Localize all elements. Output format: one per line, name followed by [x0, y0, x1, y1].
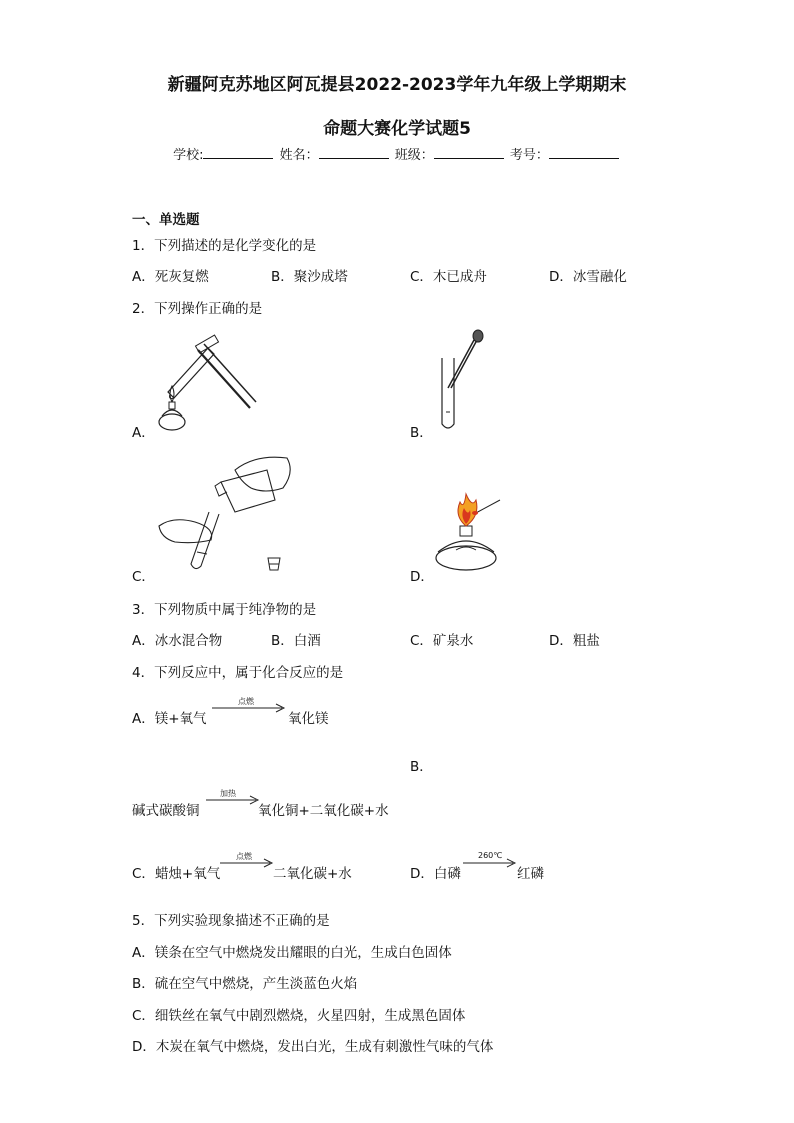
q4-a-right: 氧化镁: [288, 711, 329, 727]
q2-option-b-label[interactable]: B．: [410, 425, 433, 441]
q3-option-b[interactable]: B．白酒: [271, 633, 321, 649]
q1-option-c[interactable]: C．木已成舟: [410, 269, 487, 285]
q4-option-d[interactable]: [410, 862, 461, 882]
q4-b-arrow: [206, 796, 260, 806]
q4-c-condition: 点燃: [236, 852, 252, 861]
q4-c-arrow: [220, 859, 274, 869]
q2-b-dropper-figure: [430, 328, 490, 432]
exam-title-line1: 新疆阿克苏地区阿瓦提县2022-2023学年九年级上学期期末: [167, 75, 627, 95]
name-label: 姓名：: [279, 148, 319, 163]
q1-stem: 1．下列描述的是化学变化的是: [132, 238, 317, 254]
q4-a-arrow: [212, 704, 286, 714]
q2-option-c-label[interactable]: C．: [132, 569, 155, 585]
q5-option-b[interactable]: B．硫在空气中燃烧，产生淡蓝色火焰: [132, 976, 358, 992]
q1-option-b[interactable]: B．聚沙成塔: [271, 269, 348, 285]
q4-d-label: D．: [410, 866, 434, 882]
q4-a-condition: 点燃: [238, 697, 254, 706]
q4-d-arrow: [463, 859, 517, 869]
school-label: 学校:: [173, 148, 204, 163]
q4-b-condition: 加热: [220, 789, 236, 798]
q4-c-left: 蜡烛+氧气: [154, 866, 221, 882]
q4-option-a[interactable]: [132, 707, 207, 727]
q4-a-label: A．: [132, 711, 155, 727]
q5-option-c[interactable]: C．细铁丝在氧气中剧烈燃烧，火星四射，生成黑色固体: [132, 1008, 466, 1024]
q2-a-heating-tube-figure: [150, 330, 265, 436]
q3-option-c[interactable]: C．矿泉水: [410, 633, 474, 649]
q4-a-left: 镁+氧气: [154, 711, 207, 727]
q3-stem: 3．下列物质中属于纯净物的是: [132, 602, 317, 618]
q4-c-right: 二氧化碳+水: [273, 866, 352, 882]
number-blank[interactable]: [549, 146, 619, 159]
q1-option-a[interactable]: A．死灰复燃: [132, 269, 209, 285]
name-blank[interactable]: [319, 146, 389, 159]
school-blank[interactable]: [203, 146, 273, 159]
student-info-line: [0, 144, 794, 163]
q4-c-label: C．: [132, 866, 155, 882]
q1-option-d[interactable]: D．冰雪融化: [549, 269, 627, 285]
q2-option-d-label[interactable]: D．: [410, 569, 434, 585]
exam-title-line2: 命题大赛化学试题5: [323, 119, 471, 139]
q4-option-c[interactable]: [132, 862, 220, 882]
class-blank[interactable]: [434, 146, 504, 159]
q2-option-a-label[interactable]: A．: [132, 425, 155, 441]
q3-option-a[interactable]: A．冰水混合物: [132, 633, 223, 649]
number-label: 考号：: [509, 148, 549, 163]
q5-stem: 5．下列实验现象描述不正确的是: [132, 913, 330, 929]
q4-option-b-label[interactable]: B．: [410, 759, 433, 775]
q5-option-a[interactable]: A．镁条在空气中燃烧发出耀眼的白光，生成白色固体: [132, 945, 452, 961]
q2-c-pouring-liquid-figure: [155, 452, 300, 577]
q5-option-d[interactable]: D．木炭在氧气中燃烧，发出白光，生成有刺激性气味的气体: [132, 1039, 494, 1055]
q4-d-right: 红磷: [517, 866, 544, 882]
q4-b-right: 氧化铜+二氧化碳+水: [258, 803, 389, 819]
q4-d-condition: 260℃: [478, 851, 503, 860]
q2-stem: 2．下列操作正确的是: [132, 301, 263, 317]
q4-d-left: 白磷: [433, 866, 461, 882]
q3-option-d[interactable]: D．粗盐: [549, 633, 600, 649]
class-label: 班级：: [394, 148, 434, 163]
q2-d-alcohol-lamp-figure: [430, 488, 505, 574]
q4-stem: 4．下列反应中，属于化合反应的是: [132, 665, 344, 681]
q4-b-left: 碱式碳酸铜: [132, 803, 200, 819]
section-title: 一、单选题: [132, 212, 200, 228]
